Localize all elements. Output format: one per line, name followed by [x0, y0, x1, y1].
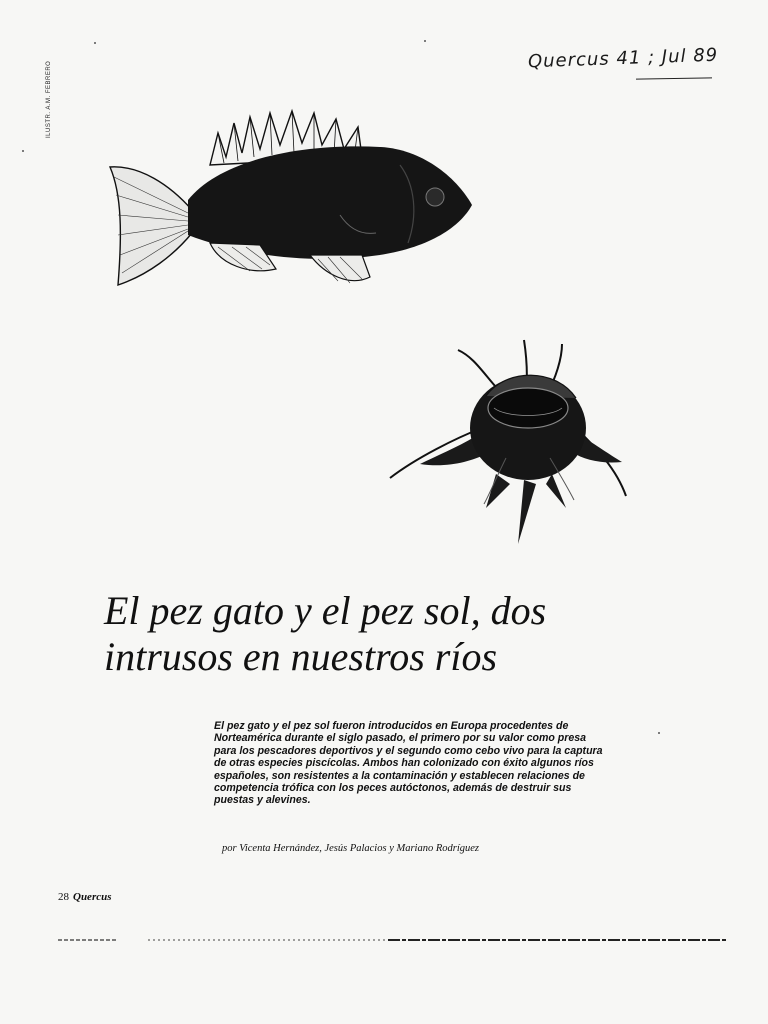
scan-speck: [22, 150, 24, 152]
page-folio: [58, 891, 112, 903]
sunfish-illustration: [100, 105, 480, 295]
catfish-illustration: [386, 338, 646, 548]
handwritten-note: Quercus 41 ; Jul 89: [527, 44, 719, 73]
page-number: 28: [58, 891, 69, 903]
scan-speck: [424, 40, 426, 42]
scan-speck: [94, 42, 96, 44]
title-line-2: intrusos en nuestros ríos: [104, 634, 498, 679]
article-byline: por Vicenta Hernández, Jesús Palacios y Mariano Rodríguez: [222, 843, 480, 854]
article-lead: El pez gato y el pez sol fueron introducidos en Europa procedentes de Norteamérica durante el siglo pasado, el primero por su valor como presa para los pescadores deportivos y el segundo como cebo vivo para la captura de otras especies piscícolas. Ambos han colonizado con éxito algunos ríos españoles, son resistentes a la contaminación y establecen relaciones de competencia trófica con los peces autóctonos, además de destruir sus puestas y alevines.: [214, 720, 603, 807]
title-line-1: El pez gato y el pez sol, dos: [104, 588, 547, 633]
article-title: [104, 588, 704, 680]
handwritten-underline: [636, 77, 712, 79]
illustration-credit: ILUSTR. A.M. FEBRERO: [46, 60, 52, 138]
scan-speck: [658, 732, 660, 734]
scan-bottom-rule: [58, 938, 726, 942]
magazine-name: Quercus: [73, 891, 112, 903]
